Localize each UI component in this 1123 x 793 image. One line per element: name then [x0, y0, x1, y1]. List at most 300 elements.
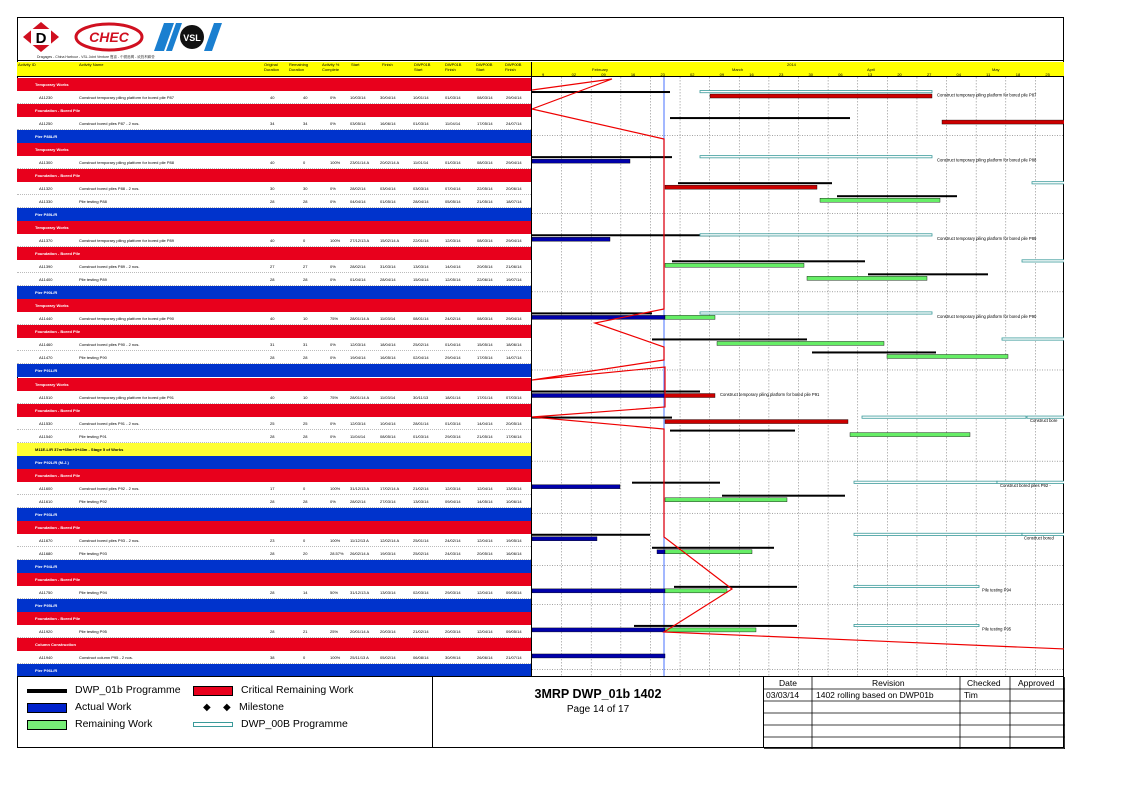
cell-activity-id: A11750	[39, 589, 53, 595]
group-header-row[interactable]	[17, 404, 531, 417]
cell-pct-complete: 75%	[330, 394, 339, 400]
cell-activity-id: A11330	[39, 199, 53, 205]
cell-pct-complete: 0%	[330, 95, 336, 101]
cell-activity-id: A11460	[39, 342, 53, 348]
cell-activity-name: Pile testing P94	[79, 589, 107, 595]
cell-start: 20/01/14 A	[350, 628, 370, 634]
cell-dwp01b-start: 02/03/14	[413, 589, 429, 595]
rev-checked: Tim	[964, 690, 978, 700]
cell-rem-duration: 20	[303, 550, 308, 556]
col-dwp01b-start[interactable]: DWP01B Start	[414, 62, 431, 72]
cell-dwp01b-start: 02/04/14	[413, 355, 429, 361]
group-header-row[interactable]	[17, 247, 531, 260]
col-orig-duration[interactable]: Original Duration	[264, 62, 280, 72]
group-header-row[interactable]	[17, 104, 531, 117]
page-number: Page 14 of 17	[566, 704, 630, 715]
activity-bar	[850, 433, 970, 437]
cell-start: 27/12/13 A	[350, 238, 370, 244]
legend-dwp00b-label: DWP_00B Programme	[241, 718, 348, 730]
cell-dwp00b-start: 14/05/14	[477, 498, 493, 504]
cell-pct-complete: 28.57%	[330, 550, 344, 556]
programme-bar	[812, 351, 936, 353]
table-row[interactable]	[17, 351, 531, 364]
cell-activity-name: Construct bored piles P91 - 2 nos.	[79, 420, 140, 426]
cell-dwp00b-finish: 21/07/14	[506, 654, 522, 660]
dwp00b-bar	[700, 312, 932, 314]
bar-label: Pile testing P94	[982, 587, 1012, 593]
cell-finish: 20/02/14 A	[380, 160, 400, 166]
cell-activity-name: Construct temporary piling platform for bored pile P88	[79, 160, 174, 166]
group-label: Foundation - Bored Pile	[35, 524, 81, 530]
group-header-row[interactable]	[17, 299, 531, 312]
cell-dwp01b-start: 01/03/14	[413, 121, 429, 127]
timescale-week: 20	[897, 72, 902, 77]
activity-bar	[665, 394, 715, 398]
table-row[interactable]	[17, 495, 531, 508]
group-header-row[interactable]	[17, 169, 531, 182]
cell-dwp01b-finish: 14/04/14	[445, 264, 461, 270]
group-header-row[interactable]	[17, 521, 531, 534]
cell-rem-duration: 28	[303, 433, 308, 439]
cell-dwp01b-start: 21/02/14	[413, 485, 429, 491]
group-label: Pier P91L/R	[35, 368, 58, 374]
programme-bar	[868, 273, 988, 275]
cell-orig-duration: 30	[270, 186, 275, 192]
cell-dwp00b-finish: 19/07/14	[506, 277, 522, 283]
cell-rem-duration: 28	[303, 355, 308, 361]
cell-rem-duration: 0	[303, 238, 306, 244]
cell-start: 01/04/14	[350, 277, 366, 283]
cell-dwp01b-finish: 01/04/14	[445, 342, 461, 348]
group-header-row[interactable]	[17, 378, 531, 391]
cell-rem-duration: 28	[303, 498, 308, 504]
cell-dwp01b-finish: 24/03/14	[445, 550, 461, 556]
cell-rem-duration: 21	[303, 628, 308, 634]
table-row[interactable]	[17, 391, 531, 404]
cell-orig-duration: 28	[270, 550, 275, 556]
dragages-logo-icon	[23, 22, 59, 52]
legend-critical-label: Critical Remaining Work	[241, 684, 354, 696]
cell-orig-duration: 17	[270, 485, 275, 491]
rev-header-approved: Approved	[1018, 678, 1055, 688]
cell-rem-duration: 27	[303, 264, 308, 270]
cell-pct-complete: 0%	[330, 264, 336, 270]
cell-dwp01b-start: 08/01/14	[413, 316, 429, 322]
bar-label: Construct temporary piling platform for bored pile P89	[937, 235, 1037, 241]
activity-bar	[665, 263, 804, 267]
cell-finish: 11/03/14	[380, 394, 396, 400]
cell-start: 23/01/14 A	[350, 160, 370, 166]
cell-dwp01b-start: 28/04/14	[413, 199, 429, 205]
table-row[interactable]	[17, 182, 531, 195]
col-dwp00b-start[interactable]: DWP00B Start	[476, 62, 493, 72]
cell-orig-duration: 23	[270, 537, 275, 543]
cell-start: 31/12/13 A	[350, 589, 370, 595]
cell-dwp00b-finish: 29/04/14	[506, 95, 522, 101]
programme-title: 3MRP DWP_01b 1402	[534, 687, 662, 701]
programme-bar	[532, 312, 652, 314]
group-header-row[interactable]	[17, 78, 531, 91]
group-header-row[interactable]	[17, 221, 531, 234]
cell-dwp00b-finish: 24/07/14	[506, 121, 522, 127]
cell-dwp01b-finish: 12/03/14	[445, 238, 461, 244]
bar-label: Construct bored piles P92 -	[1000, 483, 1051, 489]
table-row[interactable]	[17, 260, 531, 273]
cell-activity-name: Construct temporary piling platform for bored pile P91	[79, 394, 174, 400]
cell-dwp00b-start: 21/05/14	[477, 433, 493, 439]
cell-finish: 17/02/14 A	[380, 485, 400, 491]
cell-dwp00b-start: 12/04/14	[477, 537, 493, 543]
cell-finish: 05/02/14	[380, 654, 396, 660]
cell-activity-name: Pile testing P95	[79, 628, 107, 634]
cell-activity-id: A11920	[39, 628, 53, 634]
cell-orig-duration: 27	[270, 264, 275, 270]
legend-programme-label: DWP_01b Programme	[75, 684, 181, 696]
programme-bar	[532, 91, 670, 93]
timescale-week: 16	[749, 72, 754, 77]
table-row[interactable]	[17, 338, 531, 351]
cell-dwp00b-start: 08/03/14	[477, 95, 493, 101]
activity-bar	[532, 237, 610, 241]
group-header-row[interactable]	[17, 456, 531, 469]
timescale-week: 02	[571, 72, 577, 77]
timescale-week: 11	[986, 72, 991, 77]
cell-dwp01b-finish: 01/03/14	[445, 160, 461, 166]
group-header-row[interactable]	[17, 130, 531, 143]
dwp00b-bar	[862, 416, 1026, 418]
rev-date: 03/03/14	[766, 690, 800, 700]
cell-start: 25/11/13 A	[350, 654, 369, 660]
cell-orig-duration: 28	[270, 355, 275, 361]
cell-start: 26/02/14 A	[350, 550, 370, 556]
cell-dwp01b-finish: 24/02/14	[445, 537, 461, 543]
activity-bar	[665, 185, 817, 189]
cell-dwp00b-start: 22/06/14	[477, 277, 493, 283]
cell-pct-complete: 0%	[330, 186, 336, 192]
cell-activity-id: A11440	[39, 316, 53, 322]
col-pct-complete[interactable]: Activity % Complete	[322, 62, 340, 72]
legend	[17, 676, 433, 748]
cell-orig-duration: 28	[270, 628, 275, 634]
dwp00b-bar	[1022, 260, 1064, 262]
timescale-month: February	[592, 67, 609, 72]
programme-bar	[674, 586, 797, 588]
cell-activity-id: A11470	[39, 355, 53, 361]
programme-bar	[634, 625, 797, 627]
group-label: Column Construction	[35, 641, 76, 647]
cell-finish: 27/03/14	[380, 498, 396, 504]
cell-dwp00b-start: 20/05/14	[477, 264, 493, 270]
bar-label: Construct temporary piling platform for bored pile P91	[720, 392, 820, 398]
cell-dwp00b-start: 17/01/14	[477, 394, 493, 400]
legend-milestone-label: Milestone	[239, 701, 284, 713]
cell-activity-id: A11600	[39, 485, 53, 491]
col-dwp01b-finish[interactable]: DWP01B Finish	[445, 62, 462, 72]
cell-dwp01b-start: 01/03/14	[413, 433, 429, 439]
timescale-week: 30	[808, 72, 813, 77]
timescale-week: 06	[838, 72, 843, 77]
bar-label: Construct temporary piling platform for bored pile P87	[937, 92, 1037, 98]
table-row[interactable]	[17, 195, 531, 208]
legend-critical-swatch	[193, 686, 233, 696]
col-start[interactable]: Start	[351, 62, 360, 67]
group-header-row[interactable]	[17, 469, 531, 482]
cell-activity-name: Construct temporary piling platform for bored pile P90	[79, 316, 174, 322]
cell-dwp00b-start: 17/05/14	[477, 121, 493, 127]
activity-bar	[820, 198, 940, 202]
table-row[interactable]	[17, 91, 531, 104]
activity-bar	[532, 394, 665, 398]
cell-pct-complete: 0%	[330, 277, 336, 283]
cell-dwp01b-start: 06/08/14	[413, 654, 429, 660]
cell-finish: 03/04/14	[380, 186, 396, 192]
cell-activity-id: A11390	[39, 264, 53, 270]
cell-activity-id: A11370	[39, 238, 53, 244]
svg-text:D: D	[35, 30, 47, 47]
table-row[interactable]	[17, 482, 531, 495]
rev-header-date: Date	[779, 678, 797, 688]
table-row[interactable]	[17, 651, 531, 664]
cell-dwp01b-finish: 30/09/14	[445, 654, 461, 660]
cell-finish: 12/02/14 A	[380, 537, 400, 543]
group-header-row[interactable]	[17, 364, 531, 377]
cell-orig-duration: 40	[270, 316, 275, 322]
cell-pct-complete: 100%	[330, 238, 341, 244]
timescale-week: 23	[778, 72, 784, 77]
cell-rem-duration: 30	[303, 186, 308, 192]
cell-start: 28/02/14	[350, 498, 366, 504]
cell-dwp01b-finish: 29/03/14	[445, 433, 461, 439]
activity-bar	[710, 94, 932, 98]
group-label: Temporary Works	[35, 381, 69, 387]
svg-text:VSL: VSL	[183, 33, 201, 43]
group-label: Pier P90L/R	[35, 290, 58, 296]
group-header-row[interactable]	[17, 443, 531, 456]
cell-finish: 08/05/14	[380, 433, 396, 439]
cell-activity-name: Pile testing P93	[79, 550, 107, 556]
cell-dwp01b-start: 13/03/14	[413, 498, 429, 504]
timescale-month: May	[992, 67, 1000, 72]
programme-bar	[532, 234, 720, 236]
group-header-row[interactable]	[17, 286, 531, 299]
dwp00b-bar	[1032, 182, 1064, 184]
table-row[interactable]	[17, 430, 531, 443]
programme-bar	[670, 117, 850, 119]
cell-finish: 15/02/14 A	[380, 238, 400, 244]
cell-orig-duration: 28	[270, 433, 275, 439]
bar-label: Construct temporary piling platform for bored pile P88	[937, 157, 1037, 163]
cell-activity-id: A11250	[39, 121, 53, 127]
cell-rem-duration: 31	[303, 342, 308, 348]
timescale-week: 25	[1045, 72, 1050, 77]
programme-bar	[532, 534, 650, 536]
activity-bar	[665, 550, 752, 554]
group-label: Pier P96L/R	[35, 667, 58, 673]
table-row[interactable]	[17, 534, 531, 547]
cell-orig-duration: 38	[270, 654, 275, 660]
programme-bar	[670, 430, 795, 432]
cell-rem-duration: 0	[303, 160, 306, 166]
vsl-logo-icon	[152, 21, 224, 53]
group-header-row[interactable]	[17, 638, 531, 651]
svg-text:CHEC: CHEC	[89, 29, 129, 45]
group-header-row[interactable]	[17, 612, 531, 625]
dwp00b-bar	[854, 624, 979, 626]
col-activity-name[interactable]: Activity Name	[79, 62, 104, 67]
dwp00b-bar	[854, 533, 1022, 535]
col-activity-id[interactable]: Activity ID	[18, 62, 36, 67]
timescale-week: 13	[867, 72, 873, 77]
rev-text: 1402 rolling based on DWP01b	[816, 690, 934, 700]
activity-bar	[665, 315, 715, 319]
timescale-month: April	[867, 67, 876, 72]
group-header-row[interactable]	[17, 508, 531, 521]
joint-venture-text: Dragages - China Harbour - VSL Joint Venture 寶嘉 - 中國港灣 - 威胜利聯營	[37, 55, 155, 59]
dwp00b-bar	[854, 481, 997, 483]
timescale-week: 23	[660, 72, 665, 77]
group-header-row[interactable]	[17, 573, 531, 586]
cell-dwp01b-start: 28/01/14	[413, 420, 429, 426]
cell-dwp00b-finish: 17/06/14	[506, 433, 522, 439]
timescale-week: 18	[1015, 72, 1021, 77]
chec-logo-icon	[74, 22, 144, 52]
cell-dwp00b-finish: 19/05/14	[506, 537, 522, 543]
timescale-week: 16	[630, 72, 636, 77]
cell-finish: 11/03/14	[380, 316, 396, 322]
cell-dwp01b-start: 25/02/14	[413, 550, 429, 556]
cell-rem-duration: 0	[303, 485, 306, 491]
table-row[interactable]	[17, 273, 531, 286]
group-label: Temporary Works	[35, 147, 69, 153]
activity-bar	[532, 315, 665, 319]
legend-programme-swatch	[27, 689, 67, 693]
cell-pct-complete: 0%	[330, 199, 336, 205]
timescale-week: 27	[926, 72, 932, 77]
cell-activity-id: A11400	[39, 277, 53, 283]
cell-activity-id: A11300	[39, 160, 53, 166]
progress-line	[532, 79, 1064, 649]
group-label: Foundation - Bored Pile	[35, 173, 81, 179]
activity-bar	[532, 485, 620, 489]
cell-dwp01b-start: 15/04/14	[413, 277, 429, 283]
cell-activity-name: Construct bored piles P90 - 2 nos.	[79, 342, 140, 348]
cell-activity-name: Construct temporary piling platform for bored pile P89	[79, 238, 174, 244]
timescale-week: 04	[956, 72, 961, 77]
bar-label: Construct temporary piling platform for bored pile P90	[937, 313, 1037, 319]
cell-pct-complete: 100%	[330, 537, 341, 543]
gantt-svg	[532, 77, 1064, 676]
cell-rem-duration: 0	[303, 654, 306, 660]
group-label: Foundation - Bored Pile	[35, 329, 81, 335]
group-header-row[interactable]	[17, 143, 531, 156]
title-block	[433, 676, 763, 748]
programme-bar	[652, 338, 807, 340]
cell-start: 28/01/14 A	[350, 394, 370, 400]
bar-label: Construct bore	[1030, 418, 1058, 424]
cell-activity-name: Construct bored piles P87 - 2 nos.	[79, 121, 140, 127]
gantt-chart	[531, 77, 1064, 676]
cell-dwp00b-start: 22/05/14	[477, 186, 493, 192]
table-row[interactable]	[17, 547, 531, 560]
cell-dwp01b-start: 22/01/14	[413, 238, 429, 244]
legend-actual-label: Actual Work	[75, 701, 132, 713]
cell-activity-id: A11680	[39, 550, 53, 556]
table-row[interactable]	[17, 586, 531, 599]
programme-bar	[532, 417, 672, 419]
cell-start: 12/03/14	[350, 342, 366, 348]
group-header-row[interactable]	[17, 208, 531, 221]
cell-dwp01b-finish: 24/02/14	[445, 316, 461, 322]
cell-orig-duration: 28	[270, 589, 275, 595]
table-row[interactable]	[17, 625, 531, 638]
group-header-row[interactable]	[17, 599, 531, 612]
programme-bar	[678, 182, 832, 184]
programme-bar	[532, 156, 672, 158]
cell-finish: 20/03/14	[380, 628, 396, 634]
cell-dwp01b-start: 30/11/13	[413, 394, 429, 400]
cell-dwp01b-start: 11/01/14	[413, 160, 429, 166]
cell-rem-duration: 40	[303, 95, 308, 101]
cell-dwp01b-finish: 01/03/14	[445, 420, 461, 426]
cell-rem-duration: 10	[303, 394, 308, 400]
cell-dwp00b-start: 21/05/14	[477, 199, 493, 205]
cell-finish: 10/04/14	[380, 420, 396, 426]
group-label: M11E-L/R 37m+65m+3+43m - Stage 5 of Works	[35, 446, 124, 452]
activity-bar	[887, 354, 1008, 358]
timescale-month: March	[732, 67, 744, 72]
cell-orig-duration: 40	[270, 160, 275, 166]
cell-activity-name: Construct bored piles P89 - 2 nos.	[79, 264, 140, 270]
cell-dwp01b-finish: 09/04/14	[445, 498, 461, 504]
cell-start: 03/05/14	[350, 121, 366, 127]
cell-rem-duration: 0	[303, 537, 306, 543]
cell-dwp01b-start: 25/01/14	[413, 537, 429, 543]
timescale-week: 09	[601, 72, 606, 77]
col-rem-duration[interactable]: Remaining Duration	[289, 62, 309, 72]
bar-label: Pile testing P95	[982, 626, 1012, 632]
cell-dwp00b-start: 15/05/14	[477, 342, 493, 348]
col-dwp00b-finish[interactable]: DWP00B Finish	[505, 62, 522, 72]
cell-finish: 31/03/14	[380, 264, 396, 270]
milestone-icon: ◆	[203, 702, 211, 713]
col-finish[interactable]: Finish	[382, 62, 393, 67]
cell-finish: 19/03/14	[380, 550, 396, 556]
cell-dwp00b-finish: 18/07/14	[506, 199, 522, 205]
group-header-row[interactable]	[17, 325, 531, 338]
group-label: Foundation - Bored Pile	[35, 576, 81, 582]
table-row[interactable]	[17, 234, 531, 247]
group-label: Foundation - Bored Pile	[35, 108, 81, 114]
cell-finish: 16/05/14	[380, 355, 396, 361]
timescale-week: 09	[719, 72, 725, 77]
timescale-week: 9	[542, 72, 545, 77]
table-row[interactable]	[17, 417, 531, 430]
cell-dwp01b-finish: 07/04/14	[445, 186, 461, 192]
cell-dwp00b-finish: 29/04/14	[506, 238, 522, 244]
table-row[interactable]	[17, 117, 531, 130]
programme-bar	[652, 547, 774, 549]
group-header-row[interactable]	[17, 560, 531, 573]
group-label: Temporary Works	[35, 303, 69, 309]
table-row[interactable]	[17, 156, 531, 169]
bar-label: Construct bored	[1024, 535, 1054, 541]
cell-dwp00b-finish: 07/03/14	[506, 394, 522, 400]
cell-dwp00b-finish: 21/06/14	[506, 264, 522, 270]
cell-start: 19/04/14	[350, 355, 366, 361]
table-row[interactable]	[17, 312, 531, 325]
cell-dwp00b-start: 26/06/14	[477, 654, 493, 660]
cell-start: 12/03/14	[350, 420, 366, 426]
